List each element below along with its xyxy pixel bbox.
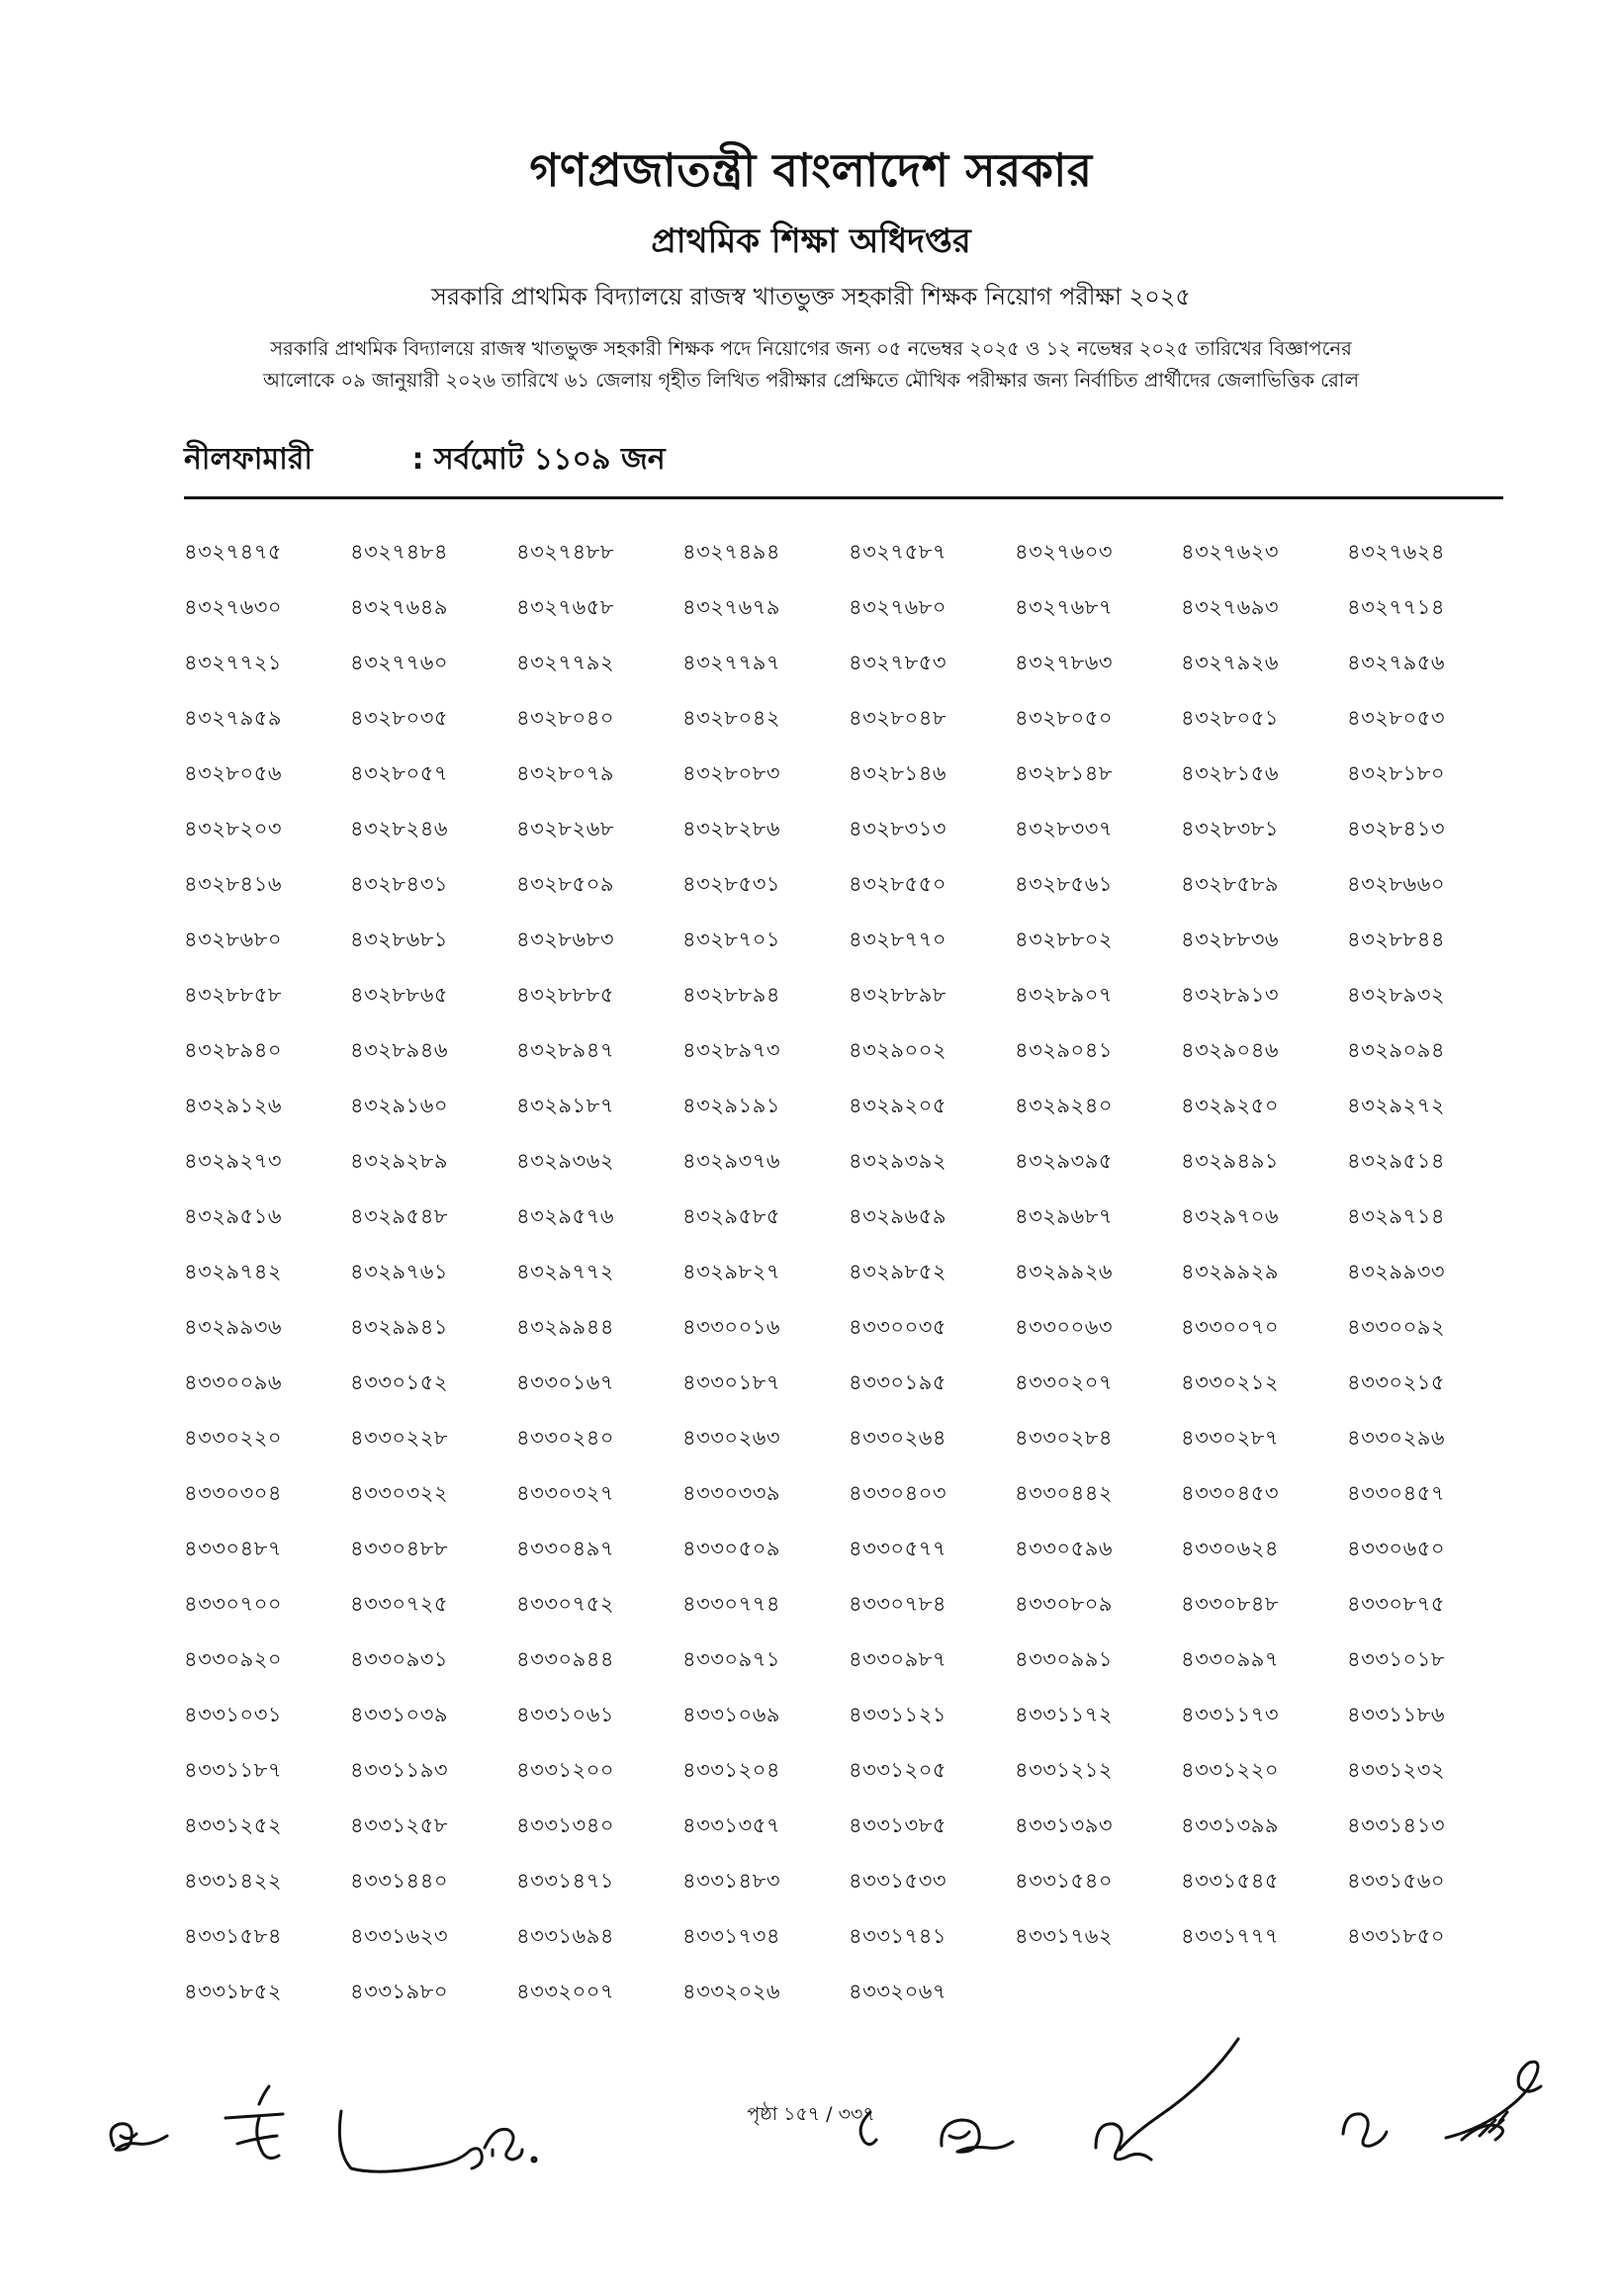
roll-number: ৪৩৩১৬২৩ [350,1924,449,1948]
roll-number: ৪৩২৮৬৮০ [184,927,282,951]
roll-number: ৪৩৩১৩৯৯ [1181,1813,1279,1837]
roll-number: ৪৩৩০২৯৬ [1347,1426,1446,1450]
roll-number: ৪৩৩১২০০ [516,1758,615,1782]
roll-number: ৪৩৩১৪৮৩ [682,1869,780,1893]
district-name: নীলফামারী [184,442,313,477]
roll-number: ৪৩৩০২১২ [1181,1370,1280,1394]
roll-number: ৪৩৩১৩৯৩ [1015,1813,1113,1837]
roll-number: ৪৩৩১৩৮৫ [849,1813,946,1837]
roll-number: ৪৩৩০৪০৩ [849,1481,947,1505]
roll-number: ৪৩৩০৮০৯ [1015,1592,1113,1616]
roll-number: ৪৩৩০১৬৭ [516,1370,615,1394]
roll-number: ৪৩২৮৫৬১ [1015,872,1113,896]
roll-number: ৪৩২৮০৫৩ [1347,706,1445,730]
roll-number: ৪৩২৯২৭৩ [184,1149,283,1173]
roll-number: ৪৩২৭৬২৪ [1347,540,1446,564]
roll-number: ৪৩৩০৬২৪ [1181,1537,1280,1560]
roll-number: ৪৩২৮৩১৩ [849,817,946,840]
roll-number: ৪৩২৯৯৪৪ [516,1315,614,1339]
roll-number: ৪৩২৭৬৭৯ [682,595,781,619]
roll-number: ৪৩২৭৬৮০ [849,595,947,619]
roll-number: ৪৩৩১২৫৮ [350,1813,448,1837]
roll-number: ৪৩৩০৭৮৪ [849,1592,946,1616]
roll-number: ৪৩৩০০৯৬ [184,1370,283,1394]
roll-number: ৪৩৩০০৩৫ [849,1315,947,1339]
roll-number: ৪৩২৮৯১৩ [1181,983,1279,1007]
notice-text [168,333,1454,397]
roll-number: ৪৩২৯৯৩৬ [184,1315,282,1339]
roll-number: ৪৩৩১৪৪০ [350,1869,448,1893]
roll-number: ৪৩২৮৪৩১ [350,872,448,896]
roll-number: ৪৩২৯৯২৯ [1181,1260,1279,1283]
roll-number: ৪৩২৭৬০৩ [1015,540,1114,564]
roll-number: ৪৩২৮০৭৯ [516,761,614,785]
roll-number: ৪৩২৭৭৯২ [516,651,615,674]
roll-number-grid [184,535,1529,2030]
roll-number: ৪৩২৮৪১৬ [184,872,282,896]
roll-number: ৪৩৩০১৯৫ [849,1370,946,1394]
roll-number: ৪৩২৮৯৪৬ [350,1038,448,1062]
roll-number: ৪৩২৯১৮৭ [516,1094,614,1117]
roll-number: ৪৩২৭৬৫৮ [516,595,614,619]
roll-number: ৪৩৩০০৬৩ [1015,1315,1114,1339]
roll-number: ৪৩২৯৮৫২ [849,1260,946,1283]
roll-number: ৪৩২৯৫১৪ [1347,1149,1445,1173]
roll-number: ৪৩২৮৮৮৫ [516,983,614,1007]
roll-number: ৪৩২৯৭৭২ [516,1260,615,1283]
roll-number: ৪৩২৯৯২৬ [1015,1260,1113,1283]
roll-number: ৪৩২৭৬৩০ [184,595,283,619]
roll-number: ৪৩২৮৪১৩ [1347,817,1445,840]
roll-number: ৪৩২৯৭১৪ [1347,1204,1445,1228]
roll-number: ৪৩২৭৭২১ [184,651,283,674]
roll-number: ৪৩২৯৩৭৬ [682,1149,781,1173]
roll-number: ৪৩২৯২০৫ [849,1094,946,1117]
roll-number: ৪৩২৮০৩৫ [350,706,448,730]
roll-number: ৪৩২৭৪৮৪ [350,540,448,564]
notice-line-2: আলোকে ০৯ জানুয়ারী ২০২৬ তারিখে ৬১ জেলায় গৃহীত লিখিত পরীক্ষার প্রেক্ষিতে মৌখিক পরীক্ষার জন্য নির্বাচিত প্রার্থীদের জেলাভিত্তিক রোল [263,369,1359,392]
roll-number: ৪৩২৯১৬০ [350,1094,448,1117]
roll-number: ৪৩২৮০৪২ [682,706,780,730]
roll-number: ৪৩৩০৫০৯ [682,1537,780,1560]
roll-number: ৪৩৩১২০৪ [682,1758,780,1782]
roll-number: ৪৩২৮৫০৯ [516,872,614,896]
roll-number: ৪৩৩১১৮৭ [184,1758,282,1782]
roll-number: ৪৩২৭৯৫৬ [1347,651,1445,674]
roll-number: ৪৩২৮৯০৭ [1015,983,1113,1007]
roll-number: ৪৩২৮২৮৬ [682,817,780,840]
roll-number: ৪৩২৮২০৩ [184,817,283,840]
roll-number: ৪৩২৮৮৯৪ [682,983,780,1007]
roll-number: ৪৩২৮৮৪৪ [1347,927,1445,951]
roll-number: ৪৩৩০২৮৪ [1015,1426,1113,1450]
roll-number: ৪৩৩১১৮৬ [1347,1703,1445,1726]
page-number: পৃষ্ঠা ১৫৭ / ৩৩৭ [747,2103,875,2125]
roll-number: ৪৩২৭৬২৩ [1181,540,1280,564]
roll-number: ৪৩২৮১৮০ [1347,761,1445,785]
roll-number: ৪৩২৮২৪৬ [350,817,448,840]
roll-number: ৪৩২৯৫৮৫ [682,1204,780,1228]
roll-number: ৪৩৩১২৩২ [1347,1758,1446,1782]
roll-number: ৪৩২৮০৫৭ [350,761,448,785]
roll-number: ৪৩৩১২১২ [1015,1758,1113,1782]
roll-number: ৪৩২৭৪৯৪ [682,540,780,564]
roll-number: ৪৩৩১০৩৯ [350,1703,448,1726]
roll-number: ৪৩২৮৫৫০ [849,872,946,896]
roll-number: ৪৩২৮৯৭৩ [682,1038,780,1062]
signature-6 [1096,2039,1238,2160]
roll-number: ৪৩২৯৫৪৮ [350,1204,448,1228]
roll-number: ৪৩২৭৬৯৩ [1181,595,1280,619]
roll-number: ৪৩৩০৮৭৫ [1347,1592,1445,1616]
roll-number: ৪৩৩০৯৩১ [350,1647,448,1671]
roll-number: ৪৩২৯২৭২ [1347,1094,1446,1117]
department-title: প্রাথমিক শিক্ষা অধিদপ্তর [651,221,971,261]
roll-number: ৪৩২৭৪৮৮ [516,540,614,564]
roll-number: ৪৩৩০৩৩৯ [682,1481,781,1505]
roll-number: ৪৩৩১২২০ [1181,1758,1280,1782]
roll-number: ৪৩৩১০৬৯ [682,1703,780,1726]
roll-number: ৪৩২৯৭৬১ [350,1260,448,1283]
roll-number: ৪৩৩০৫৭৭ [849,1537,947,1560]
roll-number: ৪৩২৮০৪৮ [849,706,946,730]
roll-number: ৪৩৩০৪৮৮ [350,1537,448,1560]
roll-number: ৪৩২৯২৫০ [1181,1094,1279,1117]
roll-number: ৪৩৩১৪১৩ [1347,1813,1445,1837]
roll-number: ৪৩২৭৫৮৭ [849,540,946,564]
roll-number: ৪৩৩১৮৫২ [184,1980,282,2003]
roll-number: ৪৩২৮৯৩২ [1347,983,1445,1007]
roll-number: ৪৩২৮০৫৬ [184,761,282,785]
roll-number: ৪৩২৮৮৯৮ [849,983,946,1007]
district-heading [184,435,666,486]
roll-number: ৪৩৩০০৭০ [1181,1315,1280,1339]
roll-number: ৪৩২৮৯৪৭ [516,1038,614,1062]
roll-number: ৪৩২৮৮৫৮ [184,983,282,1007]
roll-number: ৪৩২৯০৯৪ [1347,1038,1445,1062]
signature-5 [942,2120,1013,2152]
roll-number: ৪৩২৯৪৯১ [1181,1149,1279,1173]
roll-number: ৪৩২৯৫৭৬ [516,1204,614,1228]
signature-4 [860,2112,876,2145]
roll-number: ৪৩২৯০৪১ [1015,1038,1113,1062]
roll-number: ৪৩৩০৩২৭ [516,1481,615,1505]
roll-number: ৪৩২৭৯৫৯ [184,706,282,730]
roll-number: ৪৩২৯৩৯৫ [1015,1149,1113,1173]
roll-number: ৪৩২৯৯৪১ [350,1315,448,1339]
roll-number: ৪৩২৮০৫১ [1181,706,1279,730]
roll-number: ৪৩৩০০১৬ [682,1315,781,1339]
roll-number: ৪৩২৮৫৮৯ [1181,872,1279,896]
roll-number: ৪৩৩১৩৪০ [516,1813,614,1837]
signatures [0,2037,1622,2294]
roll-number: ৪৩২৯১২৬ [184,1094,282,1117]
roll-number: ৪৩৩১৭৬২ [1015,1924,1114,1948]
roll-number: ৪৩৩১১২১ [849,1703,946,1726]
roll-number: ৪৩৩০২১৫ [1347,1370,1445,1394]
exam-title: সরকারি প্রাথমিক বিদ্যালয়ে রাজস্ব খাতভুক্ত সহকারী শিক্ষক নিয়োগ পরীক্ষা ২০২৫ [431,283,1191,310]
roll-number: ৪৩৩১০৩১ [184,1703,282,1726]
roll-number: ৪৩৩২০৬৭ [849,1980,947,2003]
roll-number: ৪৩২৮৬৮১ [350,927,448,951]
roll-number: ৪৩৩০৭৭৪ [682,1592,781,1616]
signature-3 [339,2111,536,2171]
signature-1 [111,2124,167,2150]
roll-number: ৪৩২৯৬৫৯ [849,1204,946,1228]
roll-number: ৪৩২৭৭৯৭ [682,651,781,674]
roll-number: ৪৩২৯৫১৬ [184,1204,282,1228]
roll-number: ৪৩৩১৫৬০ [1347,1869,1445,1893]
roll-number: ৪৩২৮৮৬৫ [350,983,448,1007]
roll-number: ৪৩৩১২৫২ [184,1813,282,1837]
roll-number: ৪৩২৮২৬৮ [516,817,614,840]
roll-number: ৪৩৩০২৬৩ [682,1426,781,1450]
roll-number: ৪৩২৯৩৬২ [516,1149,615,1173]
roll-number: ৪৩২৭৬৪৯ [350,595,448,619]
roll-number: ৪৩২৯৩৯২ [849,1149,946,1173]
roll-number: ৪৩৩০২২০ [184,1426,283,1450]
roll-number: ৪৩৩০৮৪৮ [1181,1592,1279,1616]
roll-number: ৪৩৩০২০৭ [1015,1370,1114,1394]
roll-number: ৪৩৩১৪৭১ [516,1869,614,1893]
roll-number: ৪৩৩১০১৮ [1347,1647,1445,1671]
roll-number: ৪৩৩০৩২২ [350,1481,449,1505]
roll-number: ৪৩৩০৭০০ [184,1592,283,1616]
roll-number: ৪৩২৮৭৭০ [849,927,947,951]
roll-number: ৪৩২৯০৪৬ [1181,1038,1279,1062]
header-divider [184,496,1503,499]
roll-number: ৪৩৩০৯৮৭ [849,1647,946,1671]
roll-number: ৪৩৩১৫৪০ [1015,1869,1113,1893]
roll-number: ৪৩৩১৫৩৩ [849,1869,946,1893]
notice-line-1: সরকারি প্রাথমিক বিদ্যালয়ে রাজস্ব খাতভুক্ত সহকারী শিক্ষক পদে নিয়োগের জন্য ০৫ নভেম্বর ২০২৫ ও ১২ নভেম্বর ২০২৫ তারিখের বিজ্ঞাপনের [270,337,1352,360]
roll-number: ৪৩৩২০০৭ [516,1980,615,2003]
roll-number: ৪৩২৯৯৩৩ [1347,1260,1445,1283]
roll-number: ৪৩৩০২৪০ [516,1426,615,1450]
roll-number: ৪৩২৮০৮৩ [682,761,780,785]
roll-number: ৪৩২৮০৪০ [516,706,614,730]
roll-number: ৪৩৩১৫৪৫ [1181,1869,1279,1893]
roll-number: ৪৩২৮৭০১ [682,927,780,951]
roll-number: ৪৩৩০৬৫০ [1347,1537,1446,1560]
roll-number: ৪৩২৯৬৮৭ [1015,1204,1113,1228]
roll-number: ৪৩২৯৭৪২ [184,1260,282,1283]
roll-number: ৪৩২৯২৮৯ [350,1149,448,1173]
roll-number: ৪৩৩০০৯২ [1347,1315,1446,1339]
roll-number: ৪৩২৮১৫৬ [1181,761,1279,785]
roll-number: ৪৩৩০৯২০ [184,1647,283,1671]
roll-number: ৪৩৩১১৭৩ [1181,1703,1279,1726]
roll-number: ৪৩২৮৬৬০ [1347,872,1446,896]
roll-number: ৪৩৩০১৫২ [350,1370,448,1394]
roll-number: ৪৩৩০৯৯৭ [1181,1647,1279,1671]
roll-number: ৪৩২৯৭০৬ [1181,1204,1280,1228]
roll-number: ৪৩৩১৮৫০ [1347,1924,1445,1948]
roll-number: ৪৩৩০৪৪২ [1015,1481,1113,1505]
roll-number: ৪৩২৮১৪৮ [1015,761,1113,785]
roll-number: ৪৩৩১৯৮০ [350,1980,448,2003]
roll-number: ৪৩৩০৩০৪ [184,1481,283,1505]
roll-number: ৪৩৩০৫৯৬ [1015,1537,1113,1560]
roll-number: ৪৩২৮৩৮১ [1181,817,1279,840]
roll-number: ৪৩৩১২০৫ [849,1758,946,1782]
roll-number: ৪৩৩১১৭২ [1015,1703,1113,1726]
roll-number: ৪৩২৭৯২৬ [1181,651,1280,674]
roll-number: ৪৩২৮৬৮৩ [516,927,614,951]
roll-number: ৪৩২৮৩৩৭ [1015,817,1114,840]
roll-number: ৪৩২৯৮২৭ [682,1260,780,1283]
roll-number: ৪৩২৭৪৭৫ [184,540,282,564]
roll-number: ৪৩৩০৯৯১ [1015,1647,1113,1671]
roll-number: ৪৩২৮৮৩৬ [1181,927,1279,951]
roll-number: ৪৩৩১৩৫৭ [682,1813,780,1837]
roll-number: ৪৩৩০৭৫২ [516,1592,615,1616]
roll-number: ৪৩৩০২২৮ [350,1426,449,1450]
roll-number: ৪৩২৯২৪০ [1015,1094,1113,1117]
roll-number: ৪৩৩০৯৭১ [682,1647,780,1671]
roll-number: ৪৩৩০২৮৭ [1181,1426,1280,1450]
roll-number: ৪৩২৯১৯১ [682,1094,780,1117]
roll-number: ৪৩৩০৪৮৭ [184,1537,282,1560]
signature-7 [1343,2062,1541,2146]
roll-number: ৪৩২৮০৫০ [1015,706,1113,730]
roll-number: ৪৩২৭৬৮৭ [1015,595,1114,619]
roll-number: ৪৩৩০৪৯৭ [516,1537,614,1560]
roll-number: ৪৩৩১৬৯৪ [516,1924,614,1948]
roll-number: ৪৩৩১১৯৩ [350,1758,448,1782]
roll-number: ৪৩২৭৮৫৩ [849,651,946,674]
roll-number: ৪৩২৮৯৪০ [184,1038,282,1062]
roll-number: ৪৩৩১৭৭৭ [1181,1924,1280,1948]
roll-number: ৪৩২৭৭১৪ [1347,595,1445,619]
roll-number: ৪৩৩১৭৪১ [849,1924,946,1948]
roll-number: ৪৩৩০৭২৫ [350,1592,449,1616]
roll-number: ৪৩৩০৯৪৪ [516,1647,614,1671]
district-total: : সর্বমোট ১১০৯ জন [411,442,666,477]
roll-number: ৪৩২৮৮০২ [1015,927,1113,951]
roll-number: ৪৩৩০২৬৪ [849,1426,947,1450]
roll-number: ৪৩২৯০০২ [849,1038,947,1062]
government-title: গণপ্রজাতন্ত্রী বাংলাদেশ সরকার [529,143,1093,197]
roll-number: ৪৩৩২০২৬ [682,1980,781,2003]
roll-number: ৪৩৩১০৬১ [516,1703,614,1726]
roll-number: ৪৩৩১৪২২ [184,1869,282,1893]
roll-number: ৪৩২৮১৪৬ [849,761,946,785]
roll-number: ৪৩৩০১৮৭ [682,1370,780,1394]
roll-number: ৪৩৩০৪৫৩ [1181,1481,1279,1505]
roll-number: ৪৩৩০৪৫৭ [1347,1481,1445,1505]
roll-number: ৪৩২৭৮৬৩ [1015,651,1114,674]
roll-number: ৪৩৩১৫৮৪ [184,1924,282,1948]
roll-number: ৪৩৩১৭৩৪ [682,1924,780,1948]
signature-2 [225,2086,283,2159]
roll-number: ৪৩২৮৫৩১ [682,872,780,896]
roll-number: ৪৩২৭৭৬০ [350,651,449,674]
